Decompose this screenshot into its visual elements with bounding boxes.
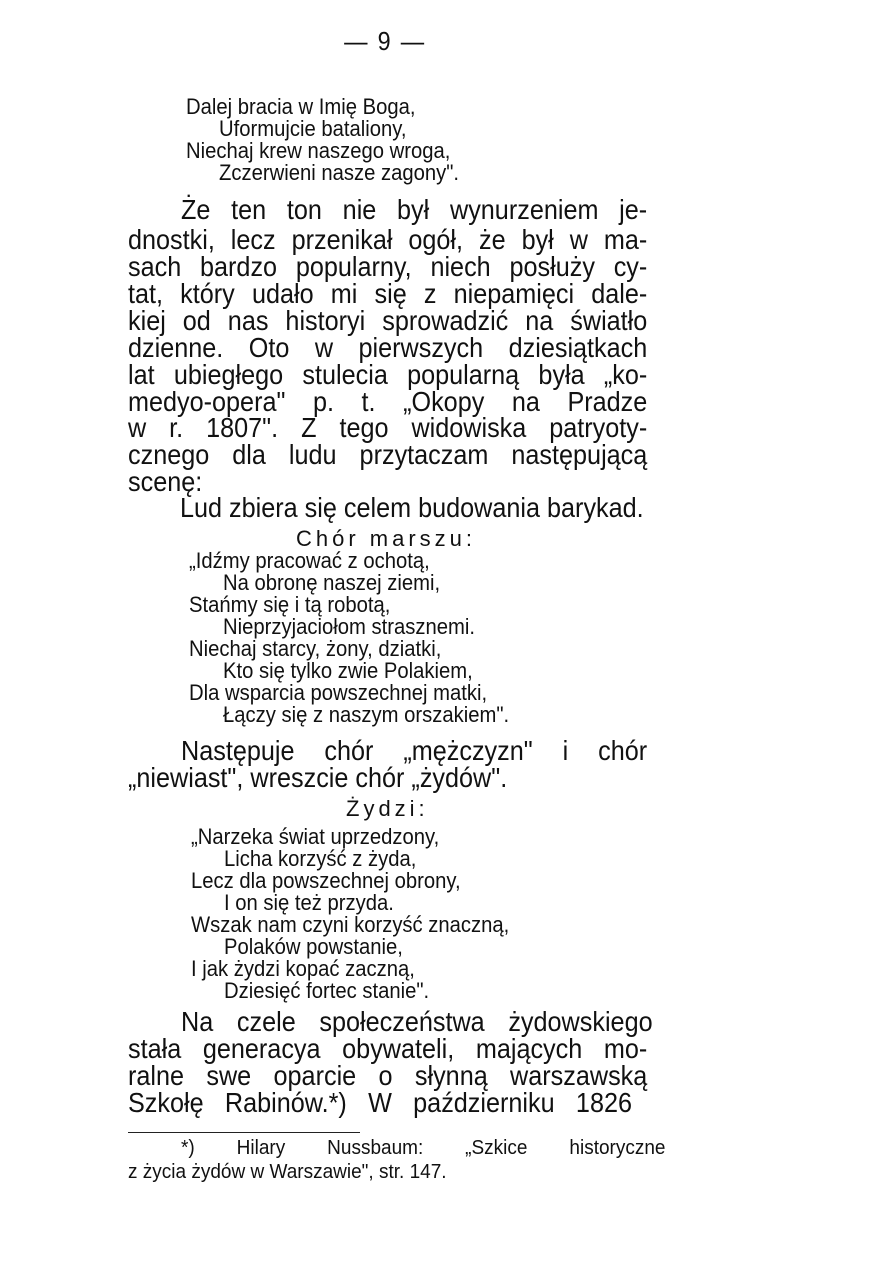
paragraph-line: ralne swe oparcie o słynną warszawską bbox=[128, 1060, 648, 1091]
poem-line: Dalej bracia w Imię Boga, bbox=[186, 94, 416, 119]
poem-line: Licha korzyść z żyda, bbox=[224, 846, 417, 871]
poem-line: Niechaj starcy, żony, dziatki, bbox=[189, 636, 442, 661]
chorus-heading: Żydzi: bbox=[346, 796, 429, 821]
poem-line: I on się też przyda. bbox=[224, 890, 394, 915]
paragraph-line: kiej od nas historyi sprowadzić na światło bbox=[128, 305, 648, 336]
paragraph-line: dnostki, lecz przenikał ogół, że był w ma- bbox=[128, 224, 648, 255]
poem-line: Zczerwieni nasze zagony". bbox=[219, 160, 460, 185]
poem-line: Wszak nam czyni korzyść znaczną, bbox=[191, 912, 510, 937]
paragraph-line: stała generacya obywateli, mających mo- bbox=[128, 1033, 648, 1064]
footnote-rule bbox=[128, 1132, 360, 1133]
paragraph-line: sach bardzo popularny, niech posłuży cy- bbox=[128, 251, 648, 282]
poem-line: Polaków powstanie, bbox=[224, 934, 403, 959]
stage-direction: Lud zbiera się celem budowania barykad. bbox=[180, 492, 644, 523]
poem-line: I jak żydzi kopać zaczną, bbox=[191, 956, 415, 981]
chorus-heading: Chór marszu: bbox=[296, 526, 477, 551]
footnote-line: *) Hilary Nussbaum: „Szkice historyczne bbox=[181, 1137, 666, 1159]
paragraph-line: „niewiast", wreszcie chór „żydów". bbox=[128, 762, 508, 793]
paragraph-line: Szkołę Rabinów.*) W październiku 1826 bbox=[128, 1087, 632, 1118]
poem-line: Dla wsparcia powszechnej matki, bbox=[189, 680, 488, 705]
paragraph-line: scenę: bbox=[128, 466, 203, 497]
poem-line: Niechaj krew naszego wroga, bbox=[186, 138, 451, 163]
page-number: — 9 — bbox=[344, 26, 426, 56]
poem-line: Nieprzyjaciołom strasznemi. bbox=[223, 614, 475, 639]
poem-line: Łączy się z naszym orszakiem". bbox=[223, 702, 510, 727]
paragraph-line: Że ten ton nie był wynurzeniem je- bbox=[181, 194, 648, 225]
poem-line: „Idźmy pracować z ochotą, bbox=[189, 548, 430, 573]
paragraph-line: medyo-opera" p. t. „Okopy na Pradze bbox=[128, 386, 648, 417]
poem-line: Kto się tylko zwie Polakiem, bbox=[223, 658, 473, 683]
paragraph-line: dzienne. Oto w pierwszych dziesiątkach bbox=[128, 332, 648, 363]
paragraph-line: Następuje chór „mężczyzn" i chór bbox=[181, 735, 648, 766]
poem-line: „Narzeka świat uprzedzony, bbox=[191, 824, 440, 849]
poem-line: Stańmy się i tą robotą, bbox=[189, 592, 391, 617]
poem-line: Uformujcie bataliony, bbox=[219, 116, 407, 141]
paragraph-line: tat, który udało mi się z niepamięci dale- bbox=[128, 278, 648, 309]
paragraph-line: lat ubiegłego stulecia popularną była „ko- bbox=[128, 359, 648, 390]
poem-line: Dziesięć fortec stanie". bbox=[224, 978, 430, 1003]
footnote-line: z życia żydów w Warszawie", str. 147. bbox=[128, 1161, 447, 1183]
poem-line: Na obronę naszej ziemi, bbox=[223, 570, 441, 595]
poem-line: Lecz dla powszechnej obrony, bbox=[191, 868, 461, 893]
paragraph-line: cznego dla ludu przytaczam następującą bbox=[128, 439, 648, 470]
paragraph-line: Na czele społeczeństwa żydowskiego bbox=[181, 1006, 653, 1037]
paragraph-line: w r. 1807". Z tego widowiska patryoty- bbox=[128, 412, 648, 443]
